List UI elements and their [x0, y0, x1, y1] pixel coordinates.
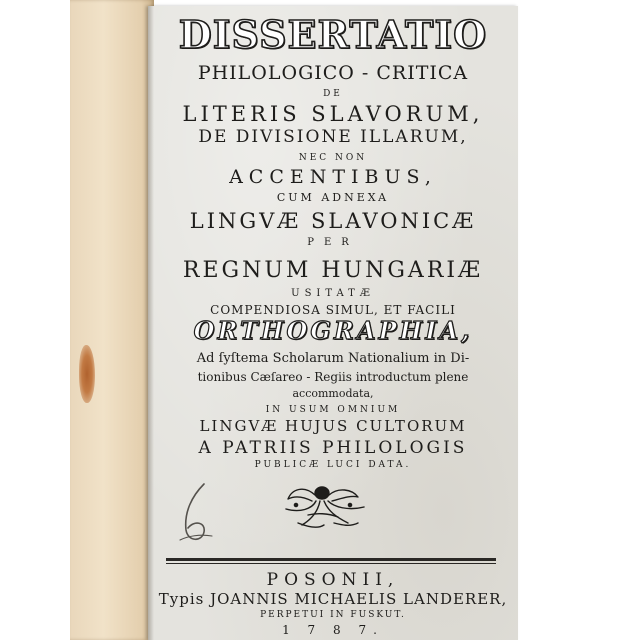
title-page	[148, 6, 518, 640]
topic-accentibus: ACCENTIBUS,	[229, 166, 437, 188]
imprint-place: POSONII,	[266, 570, 400, 590]
phrase-nec-non: NEC NON	[298, 153, 368, 163]
main-title: DISSERTATIO	[178, 12, 488, 57]
imprint-rule-thick	[166, 558, 496, 561]
systema-line-3: accommodata,	[292, 387, 374, 400]
cover-stain	[79, 345, 95, 403]
imprint-rule-thin	[166, 563, 496, 564]
phrase-cultorum: LINGVÆ HUJUS CULTORUM	[199, 417, 467, 435]
word-per: PER	[307, 237, 359, 248]
topic-regnum: REGNUM HUNGARIÆ	[182, 258, 484, 283]
winged-cherub-vignette-icon	[278, 479, 370, 533]
phrase-compendiosa: COMPENDIOSA SIMUL, ET FACILI	[210, 303, 456, 317]
word-de: DE	[323, 89, 343, 99]
phrase-cum-adnexa: CUM ADNEXA	[276, 191, 390, 204]
phrase-in-usum: IN USUM OMNIUM	[265, 405, 401, 415]
imprint-year: 1 7 8 7.	[282, 623, 384, 637]
handwritten-mark	[178, 478, 214, 548]
systema-line-1: Ad ſyſtema Scholarum Nationalium in Di-	[196, 351, 470, 366]
systema-line-2: tionibus Cæſareo - Regiis introductum plene	[197, 370, 469, 384]
topic-divisione: DE DIVISIONE ILLARUM,	[198, 127, 468, 147]
phrase-publicae: PUBLICÆ LUCI DATA.	[254, 460, 412, 470]
subtitle: PHILOLOGICO - CRITICA	[197, 62, 469, 84]
topic-literis: LITERIS SLAVORUM,	[182, 102, 484, 126]
phrase-philologis: A PATRIIS PHILOLOGIS	[198, 438, 468, 458]
topic-lingvae: LINGVÆ SLAVONICÆ	[189, 209, 477, 233]
word-orthographia: ORTHOGRAPHIA,	[193, 316, 473, 345]
imprint-perpetui: PERPETUI IN FUSKUT.	[260, 610, 406, 620]
imprint-printer: Typis JOANNIS MICHAELIS LANDERER,	[158, 590, 508, 608]
book-cover-edge	[70, 0, 154, 640]
word-usitatae: USITATÆ	[291, 288, 375, 299]
